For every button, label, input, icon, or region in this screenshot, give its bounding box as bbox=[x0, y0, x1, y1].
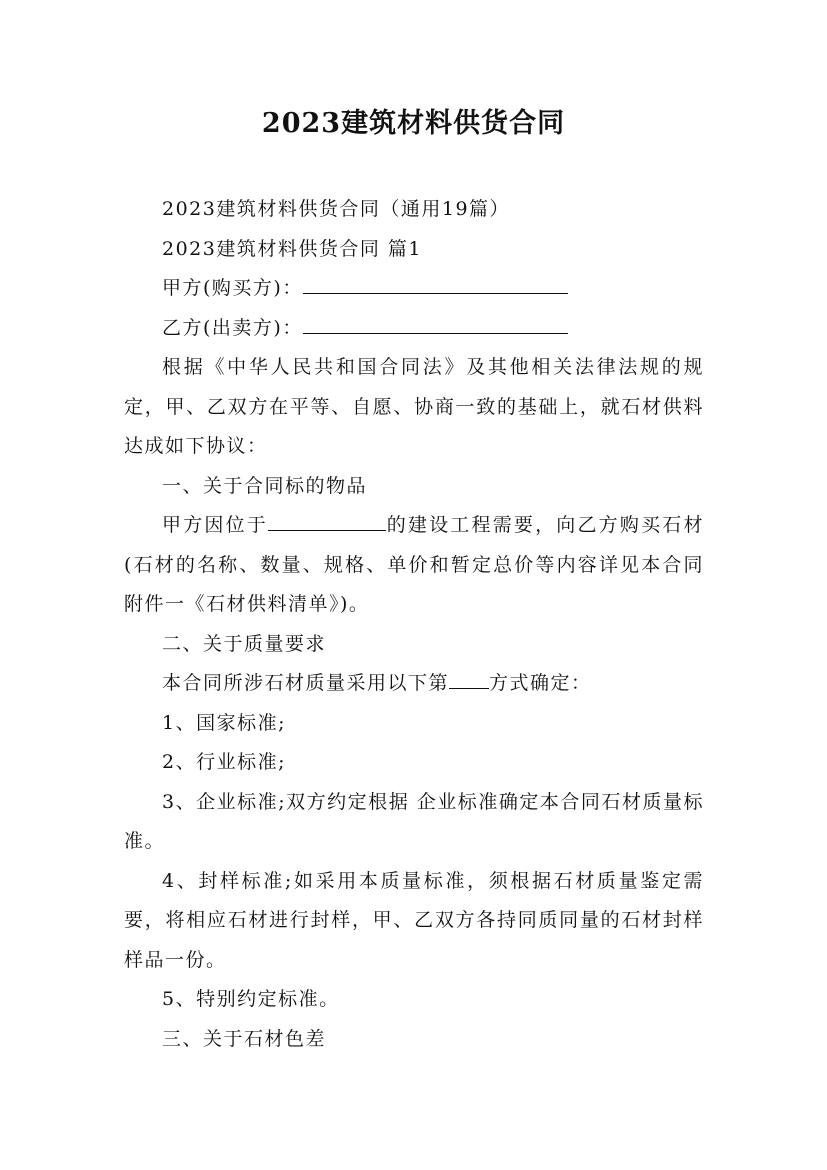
quality-text-end: 方式确定： bbox=[489, 672, 592, 694]
paragraph-quality-method bbox=[124, 664, 704, 704]
paragraph-item-2: 2、行业标准; bbox=[162, 751, 286, 773]
paragraph-party-a bbox=[124, 269, 704, 309]
paragraph-item-4: 4、封样标准;如采用本质量标准，须根据石材质量鉴定需要，将相应石材进行封样，甲、乙双方各持同质同量的石材封样样品一份。 bbox=[124, 869, 704, 971]
party-b-blank bbox=[303, 314, 568, 334]
quality-text-start: 本合同所涉石材质量采用以下第 bbox=[162, 672, 450, 694]
paragraph-preamble: 根据《中华人民共和国合同法》及其他相关法律法规的规定，甲、乙双方在平等、自愿、协商一致的基础上，就石材供料达成如下协议： bbox=[124, 356, 704, 457]
party-a-label: 甲方(购买方)： bbox=[162, 277, 303, 299]
party-a-blank bbox=[303, 274, 568, 294]
paragraph-item-1: 1、国家标准; bbox=[162, 711, 286, 734]
paragraph-heading-2: 二、关于质量要求 bbox=[162, 632, 327, 655]
subject-text-end: 的建设工程需要，向乙方购买石材(石材的名称、数量、规格、单价和暂定总价等内容详见本合同附件一《石材供料清单》)。 bbox=[124, 514, 704, 615]
location-blank bbox=[268, 511, 386, 531]
paragraph-party-b bbox=[124, 309, 704, 349]
paragraph-subject bbox=[124, 506, 704, 625]
document-body bbox=[124, 190, 704, 1059]
paragraph-subtitle: 2023建筑材料供货合同（通用19篇） bbox=[162, 198, 511, 220]
party-b-label: 乙方(出卖方)： bbox=[162, 316, 303, 339]
paragraph-heading-1: 一、关于合同标的物品 bbox=[162, 474, 368, 497]
paragraph-section-heading: 2023建筑材料供货合同 篇1 bbox=[162, 237, 422, 260]
paragraph-item-5: 5、特别约定标准。 bbox=[162, 988, 340, 1010]
paragraph-heading-3: 三、关于石材色差 bbox=[162, 1027, 327, 1050]
document-title: 2023建筑材料供货合同 bbox=[261, 108, 566, 139]
method-blank bbox=[449, 669, 489, 689]
paragraph-item-3: 3、企业标准;双方约定根据 企业标准确定本合同石材质量标准。 bbox=[124, 790, 704, 852]
subject-text-start: 甲方因位于 bbox=[162, 514, 268, 536]
